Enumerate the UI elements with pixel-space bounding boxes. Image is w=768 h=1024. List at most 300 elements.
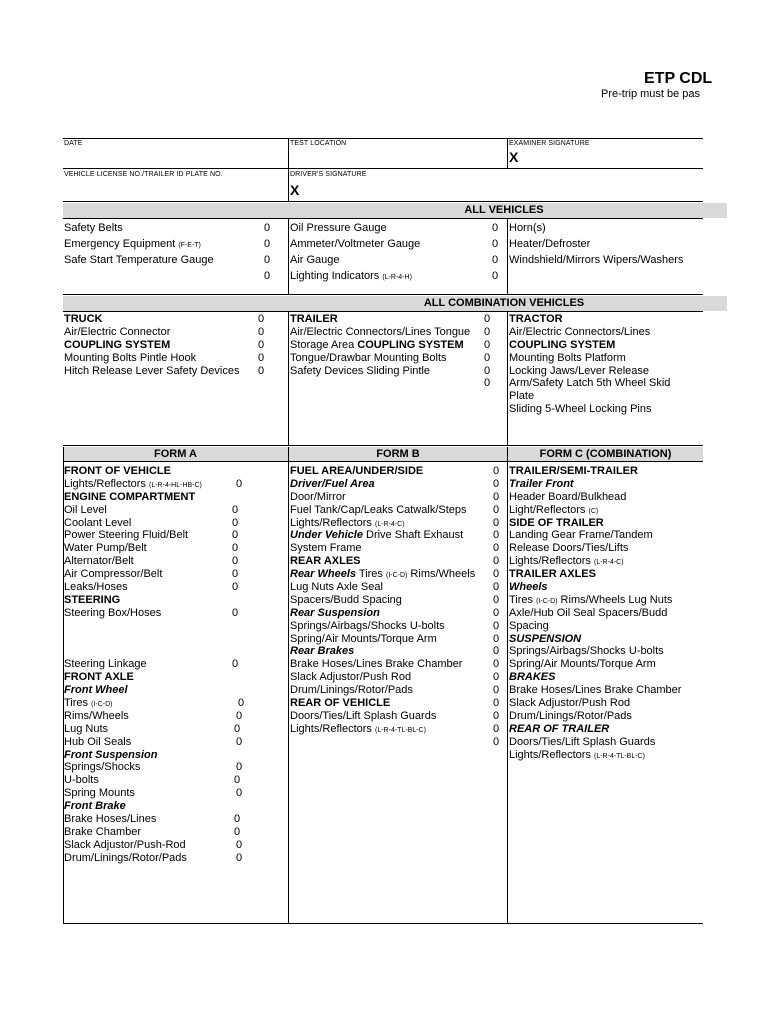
- item-label: Air/Electric Connectors/Lines Tongue: [290, 325, 471, 338]
- item-label: Spacers/Budd Spacing: [290, 593, 402, 606]
- checklist-item: [290, 736, 502, 749]
- item-score: 0: [236, 477, 243, 490]
- item-label: Lights/Reflectors: [64, 477, 146, 490]
- divider: [63, 138, 703, 139]
- checklist-item: [290, 633, 502, 646]
- item-label: Wheels: [509, 581, 548, 594]
- item-score: 0: [236, 761, 243, 774]
- item-label: Storage Area: [290, 338, 358, 351]
- item-score: 0: [232, 542, 239, 555]
- checklist-item: [509, 403, 703, 416]
- item-score: 0: [493, 658, 500, 671]
- item-label: FRONT OF VEHICLE: [64, 465, 171, 477]
- divider: [63, 311, 703, 312]
- item-label: TRAILER: [290, 313, 338, 325]
- checklist-item: [290, 594, 502, 607]
- checklist-item: [64, 542, 286, 555]
- item-score: 0: [484, 338, 491, 351]
- checklist-item: [290, 710, 502, 723]
- item-score: 0: [493, 581, 500, 594]
- item-label: Spring Mounts: [64, 787, 135, 800]
- item-score: 0: [264, 270, 271, 282]
- item-score: 0: [234, 813, 241, 826]
- item-label: Steering Linkage: [64, 658, 147, 671]
- item-label: Doors/Ties/Lift Splash Guards: [509, 735, 656, 748]
- item-label: Safe Start Temperature Gauge: [64, 254, 214, 266]
- checklist-item: [64, 813, 286, 826]
- checklist-item: [290, 465, 502, 478]
- item-score: 0: [236, 838, 243, 851]
- checklist-item: [290, 365, 502, 378]
- item-label: Lights/Reflectors: [509, 748, 591, 761]
- item-label: COUPLING SYSTEM: [64, 338, 171, 351]
- item-label: Slack Adjustor/Push Rod: [290, 671, 412, 684]
- item-label: Windshield/Mirrors Wipers/Washers: [509, 254, 684, 266]
- checklist-item: [64, 852, 286, 865]
- item-score: 0: [234, 774, 241, 787]
- all-vehicles-heading: ALL VEHICLES: [464, 204, 544, 216]
- drivers-signature-label: DRIVER'S SIGNATURE: [290, 171, 367, 178]
- item-label: Sliding 5-Wheel Locking Pins: [509, 403, 652, 416]
- divider: [63, 201, 703, 202]
- item-score: 0: [258, 325, 265, 338]
- item-score: 0: [232, 503, 239, 516]
- item-label: Slack Adjustor/Push-Rod: [64, 838, 186, 851]
- checklist-item: [64, 365, 284, 378]
- checklist-item: [290, 697, 502, 710]
- checklist-item: [64, 504, 286, 517]
- checklist-item: [64, 594, 286, 607]
- divider: [507, 218, 508, 294]
- checklist-item: [290, 326, 502, 339]
- item-label: BRAKES: [509, 671, 556, 684]
- item-label: Hitch Release Lever Safety Devices: [64, 364, 240, 377]
- checklist-item: [290, 542, 502, 555]
- band-stub: [703, 296, 727, 311]
- divider: [288, 447, 289, 923]
- item-label: Tires: [64, 697, 89, 710]
- form-c-heading: FORM C (COMBINATION): [539, 448, 672, 460]
- item-label: COUPLING SYSTEM: [509, 338, 616, 351]
- item-label: TRAILER AXLES: [509, 568, 596, 581]
- item-label: Lug Nuts: [64, 722, 109, 735]
- item-label: Driver/Fuel Area: [290, 477, 375, 490]
- examiner-signature-mark[interactable]: X: [509, 149, 519, 165]
- checklist-item: [290, 529, 502, 542]
- checklist-item: [64, 568, 286, 581]
- item-label: Spring/Air Mounts/Torque Arm: [509, 658, 656, 671]
- item-label: System Frame: [290, 542, 362, 555]
- item-score: 0: [258, 364, 265, 377]
- form-a-heading: FORM A: [154, 448, 197, 460]
- divider: [507, 447, 508, 923]
- item-label: Safety Devices Sliding Pintle: [290, 364, 431, 377]
- item-label: Oil Pressure Gauge: [290, 222, 387, 234]
- checklist-item: [290, 645, 502, 658]
- item-label: Air/Electric Connector: [64, 325, 171, 338]
- checklist-item: [290, 220, 502, 236]
- item-label: Brake Chamber: [64, 825, 142, 838]
- item-label: Ammeter/Voltmeter Gauge: [290, 238, 421, 250]
- item-score: 0: [484, 377, 491, 390]
- drivers-signature-mark[interactable]: X: [290, 182, 300, 198]
- checklist-item: [509, 581, 703, 594]
- item-score: 0: [493, 503, 500, 516]
- checklist-item: [509, 517, 703, 530]
- checklist-item: [509, 504, 703, 517]
- item-label: Rear Brakes: [290, 645, 355, 658]
- checklist-item: [509, 749, 703, 762]
- checklist-item: [509, 220, 703, 236]
- checklist-item: [290, 491, 502, 504]
- item-label: Front Suspension: [64, 748, 158, 761]
- item-score: 0: [493, 593, 500, 606]
- checklist-item: [290, 517, 502, 530]
- item-label: Rims/Wheels: [64, 709, 129, 722]
- item-score: 0: [493, 697, 500, 710]
- item-label: Tongue/Drawbar Mounting Bolts: [290, 351, 447, 364]
- checklist-item: [64, 607, 286, 620]
- item-score: 0: [484, 313, 491, 325]
- item-score: 0: [493, 555, 500, 568]
- checklist-item: [509, 542, 703, 555]
- item-label: Drum/Linings/Rotor/Pads: [290, 684, 413, 697]
- item-score: 0: [493, 490, 500, 503]
- divider: [507, 138, 508, 168]
- item-heading: Under Vehicle: [290, 529, 363, 542]
- form-a-list: [64, 465, 286, 865]
- item-score: 0: [493, 632, 500, 645]
- item-score: 0: [493, 465, 500, 477]
- item-label: Water Pump/Belt: [64, 542, 147, 555]
- item-label: TRACTOR: [509, 313, 563, 325]
- item-label: Safety Belts: [64, 222, 123, 234]
- item-label: Light/Reflectors: [509, 503, 586, 516]
- checklist-item: [509, 491, 703, 504]
- item-label: Landing Gear Frame/Tandem: [509, 529, 653, 542]
- item-label: Spring/Air Mounts/Torque Arm: [290, 632, 437, 645]
- checklist-item: [290, 478, 502, 491]
- checklist-item: [64, 826, 286, 839]
- form-b-list: [290, 465, 502, 749]
- item-label: TRAILER/SEMI-TRAILER: [509, 465, 638, 477]
- checklist-item: [64, 252, 284, 268]
- checklist-item: [509, 736, 703, 749]
- checklist-item: [64, 697, 286, 710]
- divider: [63, 461, 703, 462]
- item-score: 0: [484, 351, 491, 364]
- item-score: 0: [493, 645, 500, 658]
- item-score: 0: [232, 606, 239, 619]
- item-label: Locking Jaws/Lever Release: [509, 364, 650, 377]
- item-label: Slack Adjustor/Push Rod: [509, 697, 631, 710]
- item-code: (F-E-T): [178, 242, 201, 249]
- checklist-item: [509, 352, 703, 365]
- examiner-signature-label: EXAMINER SIGNATURE: [509, 140, 590, 147]
- checklist-item: [290, 268, 502, 284]
- item-label: Lights/Reflectors: [290, 722, 372, 735]
- checklist-item: [509, 390, 703, 403]
- item-label: REAR AXLES: [290, 555, 361, 568]
- checklist-item: [509, 723, 703, 736]
- item-label: REAR OF VEHICLE: [290, 697, 391, 710]
- test-location-label: TEST LOCATION: [290, 140, 347, 147]
- checklist-item: [509, 671, 703, 684]
- checklist-item: [290, 684, 502, 697]
- checklist-item: [509, 555, 703, 568]
- checklist-item: [290, 313, 502, 326]
- checklist-item: [64, 645, 286, 658]
- item-score: 0: [236, 851, 243, 864]
- checklist-item: [290, 339, 502, 352]
- item-score: 0: [232, 555, 239, 568]
- checklist-item: [290, 252, 502, 268]
- item-label: Brake Hoses/Lines Brake Chamber: [290, 658, 463, 671]
- checklist-item: [64, 478, 286, 491]
- checklist-item: [64, 620, 286, 633]
- item-label: Leaks/Hoses: [64, 581, 128, 594]
- checklist-item: [64, 581, 286, 594]
- checklist-item: [509, 339, 703, 352]
- item-label: FRONT AXLE: [64, 671, 134, 684]
- item-label: Springs/Shocks: [64, 761, 141, 774]
- checklist-item: [509, 478, 703, 491]
- checklist-item: [290, 352, 502, 365]
- checklist-item: [290, 723, 502, 736]
- checklist-item: [509, 710, 703, 723]
- item-label: Fuel Tank/Cap/Leaks Catwalk/Steps: [290, 503, 467, 516]
- item-label: Drum/Linings/Rotor/Pads: [64, 851, 187, 864]
- checklist-item: [64, 736, 286, 749]
- item-score: 0: [493, 606, 500, 619]
- item-score: 0: [493, 516, 500, 529]
- item-score: 0: [264, 222, 271, 234]
- checklist-item: [290, 236, 502, 252]
- item-heading: Rear Wheels: [290, 568, 357, 581]
- item-label: Rear Suspension: [290, 606, 380, 619]
- form-c-list: [509, 465, 703, 761]
- checklist-item: [509, 465, 703, 478]
- item-label: Air/Electric Connectors/Lines: [509, 325, 651, 338]
- item-score: 0: [493, 477, 500, 490]
- item-label: Heater/Defroster: [509, 238, 591, 250]
- item-label: Axle/Hub Oil Seal Spacers/Budd: [509, 606, 668, 619]
- item-score: 0: [493, 735, 500, 748]
- vehicle-license-label: VEHICLE LICENSE NO./TRAILER ID PLATE NO.: [64, 171, 223, 178]
- divider: [288, 311, 289, 445]
- item-label: Emergency Equipment: [64, 238, 176, 250]
- checklist-item: [509, 313, 703, 326]
- item-label: Springs/Airbags/Shocks U-bolts: [509, 645, 664, 658]
- item-score: 0: [238, 697, 245, 710]
- item-label: Hub Oil Seals: [64, 735, 132, 748]
- checklist-item: [509, 252, 703, 268]
- item-label: Doors/Ties/Lift Splash Guards: [290, 709, 437, 722]
- item-label: Air Gauge: [290, 254, 340, 266]
- combination-col-3: [509, 313, 703, 416]
- item-label: SIDE OF TRAILER: [509, 516, 604, 529]
- checklist-item: [509, 568, 703, 581]
- item-label: Springs/Airbags/Shocks U-bolts: [290, 619, 445, 632]
- item-label: Lights/Reflectors: [509, 555, 591, 568]
- checklist-item: [64, 339, 284, 352]
- item-label: Horn(s): [509, 222, 546, 234]
- checklist-item: [509, 529, 703, 542]
- checklist-item: [509, 377, 703, 390]
- checklist-item: [64, 671, 286, 684]
- checklist-item: [64, 491, 286, 504]
- item-score: 0: [232, 529, 239, 542]
- checklist-item: [64, 326, 284, 339]
- checklist-item: [64, 787, 286, 800]
- item-score: 0: [236, 709, 243, 722]
- band-stub: [703, 203, 727, 218]
- checklist-item: [509, 620, 703, 633]
- item-label: Mounting Bolts Platform: [509, 351, 626, 364]
- item-score: 0: [264, 254, 271, 266]
- item-label: REAR OF TRAILER: [509, 722, 610, 735]
- checklist-item: [64, 800, 286, 813]
- item-label: Front Brake: [64, 800, 126, 813]
- checklist-item: [64, 529, 286, 542]
- item-label: Mounting Bolts Pintle Hook: [64, 351, 197, 364]
- combination-col-1: [64, 313, 284, 377]
- checklist-item: [290, 620, 502, 633]
- item-score: 0: [493, 709, 500, 722]
- checklist-item: [290, 607, 502, 620]
- item-score: 0: [232, 516, 239, 529]
- checklist-item: [64, 710, 286, 723]
- item-code: (L-R-4-C): [375, 520, 405, 528]
- checklist-item: [509, 684, 703, 697]
- divider: [63, 168, 703, 169]
- item-code: (L-R-4-TL-BL-C): [375, 726, 426, 734]
- item-label: Lighting Indicators: [290, 270, 380, 282]
- item-label: Rims/Wheels Lug Nuts: [557, 593, 673, 606]
- item-score: 0: [234, 722, 241, 735]
- item-score: 0: [232, 658, 239, 671]
- checklist-item: [64, 555, 286, 568]
- divider: [288, 218, 289, 294]
- item-label: STEERING: [64, 593, 121, 606]
- checklist-item: [290, 581, 502, 594]
- item-label: FUEL AREA/UNDER/SIDE: [290, 465, 424, 477]
- item-score: 0: [258, 338, 265, 351]
- item-code: (C): [588, 507, 599, 515]
- item-label: Rims/Wheels: [407, 568, 476, 581]
- item-label: Brake Hoses/Lines Brake Chamber: [509, 684, 682, 697]
- checklist-item: [509, 594, 703, 607]
- item-score: 0: [232, 568, 239, 581]
- item-label: Plate: [509, 390, 535, 403]
- checklist-item: [64, 749, 286, 762]
- item-score: 0: [232, 581, 239, 594]
- checklist-item: [509, 326, 703, 339]
- item-score: 0: [493, 529, 500, 542]
- item-code: (L-R-4-C): [594, 559, 624, 567]
- item-label: Lights/Reflectors: [290, 516, 372, 529]
- item-code: (I-C-D): [91, 701, 113, 709]
- item-code: (L-R-4-HL-HB-C): [149, 481, 202, 489]
- item-label: Drive Shaft Exhaust: [362, 529, 464, 542]
- item-score: 0: [493, 722, 500, 735]
- item-code: (L-R-4-H): [382, 274, 412, 281]
- divider: [63, 445, 703, 446]
- all-vehicles-col-1: [64, 220, 284, 284]
- item-score: 0: [236, 787, 243, 800]
- item-label: Spacing: [509, 619, 549, 632]
- checklist-item: [64, 236, 284, 252]
- item-label: Door/Mirror: [290, 490, 346, 503]
- item-label-bold: COUPLING SYSTEM: [357, 338, 464, 351]
- item-score: 0: [258, 313, 265, 325]
- divider: [63, 923, 703, 924]
- date-label: DATE: [64, 140, 83, 147]
- item-score: 0: [492, 270, 499, 282]
- checklist-item: [509, 365, 703, 378]
- item-score: 0: [492, 238, 499, 250]
- divider: [63, 294, 703, 295]
- checklist-item: [64, 839, 286, 852]
- item-label: Tires: [509, 593, 534, 606]
- all-vehicles-col-2: [290, 220, 502, 284]
- checklist-item: [290, 377, 502, 390]
- item-label: Air Compressor/Belt: [64, 568, 163, 581]
- item-score: 0: [484, 325, 491, 338]
- checklist-item: [64, 352, 284, 365]
- checklist-item: [509, 236, 703, 252]
- item-label: Brake Hoses/Lines: [64, 813, 157, 826]
- checklist-item: [290, 568, 502, 581]
- checklist-item: [509, 607, 703, 620]
- checklist-item: [64, 633, 286, 646]
- item-label: ENGINE COMPARTMENT: [64, 490, 196, 503]
- item-score: 0: [492, 254, 499, 266]
- checklist-item: [64, 313, 284, 326]
- item-label: Lug Nuts Axle Seal: [290, 581, 383, 594]
- form-b-heading: FORM B: [376, 448, 420, 460]
- item-code: (L-R-4-TL-BL-C): [594, 752, 645, 760]
- checklist-item: [64, 684, 286, 697]
- checklist-item: [64, 220, 284, 236]
- item-label: Front Wheel: [64, 684, 128, 697]
- item-label: SUSPENSION: [509, 632, 582, 645]
- checklist-item: [290, 671, 502, 684]
- item-score: 0: [493, 684, 500, 697]
- checklist-item: [64, 268, 284, 284]
- checklist-item: [64, 517, 286, 530]
- checklist-item: [64, 658, 286, 671]
- item-code: (I-C-D): [536, 597, 558, 605]
- divider: [288, 138, 289, 201]
- item-score: 0: [493, 542, 500, 555]
- divider: [507, 311, 508, 445]
- item-score: 0: [236, 735, 243, 748]
- checklist-item: [64, 465, 286, 478]
- document-title: ETP CDL: [644, 70, 713, 87]
- checklist-item: [64, 774, 286, 787]
- item-label: Arm/Safety Latch 5th Wheel Skid: [509, 377, 671, 390]
- checklist-item: [64, 723, 286, 736]
- item-label: Trailer Front: [509, 477, 574, 490]
- item-label: U-bolts: [64, 774, 99, 787]
- item-label: Oil Level: [64, 503, 107, 516]
- item-label: Drum/Linings/Rotor/Pads: [509, 709, 632, 722]
- combination-col-2: [290, 313, 502, 390]
- item-label: Tires: [356, 568, 386, 581]
- divider: [63, 218, 703, 219]
- item-score: 0: [492, 222, 499, 234]
